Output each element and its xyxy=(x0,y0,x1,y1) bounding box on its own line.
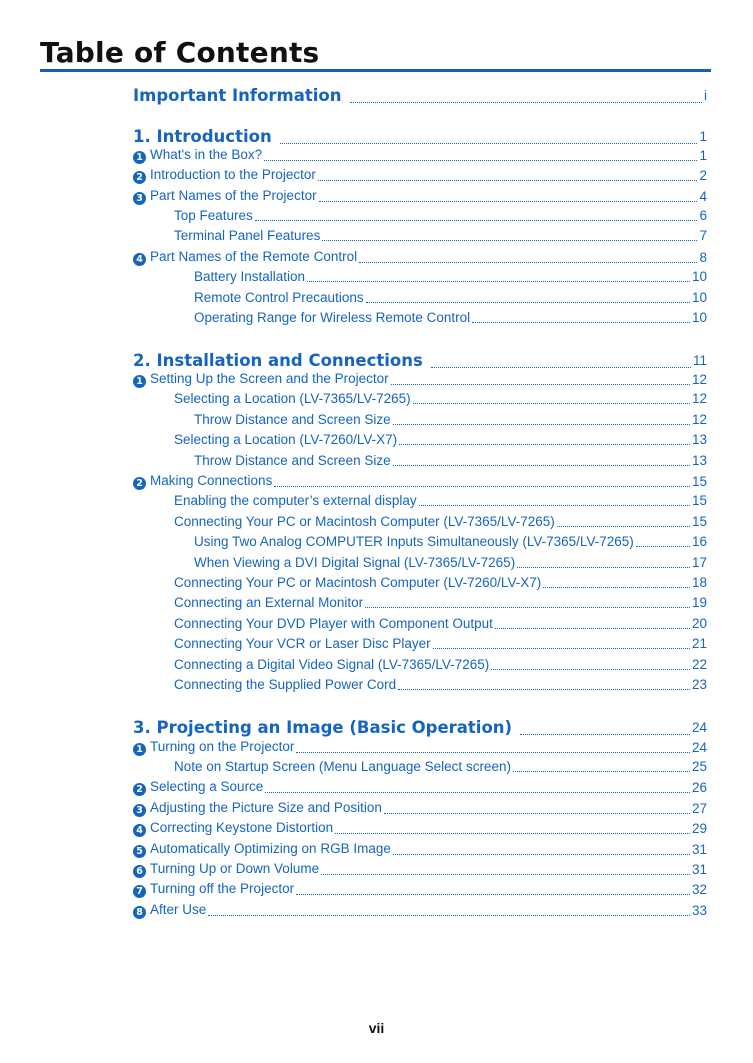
toc-entry-text: Connecting the Supplied Power Cord xyxy=(174,677,397,692)
toc-entry-label xyxy=(174,575,541,591)
section-number-badge: 7 xyxy=(133,885,146,898)
toc-page-number: 12 xyxy=(691,391,707,406)
toc-page-number: 27 xyxy=(691,801,707,816)
toc-entry-text: Enabling the computer’s external display xyxy=(174,493,417,508)
toc-entry-label xyxy=(174,432,397,448)
toc-entry-text: Connecting Your PC or Macintosh Computer (LV-7260/LV-X7) xyxy=(174,575,542,590)
toc-entry-label xyxy=(133,718,512,738)
dot-leader xyxy=(431,366,691,368)
toc-entry[interactable] xyxy=(174,595,707,611)
dot-leader xyxy=(413,402,690,404)
dot-leader xyxy=(307,280,690,282)
toc-entry[interactable] xyxy=(133,188,707,205)
dot-leader xyxy=(472,321,690,323)
dot-leader xyxy=(543,586,690,588)
section-number-badge: 2 xyxy=(133,783,146,796)
toc-entry[interactable] xyxy=(174,208,707,224)
toc-page-number: 24 xyxy=(691,740,707,755)
toc-entry-text: After Use xyxy=(150,902,207,917)
toc-page-number: 33 xyxy=(691,903,707,918)
toc-entry-label xyxy=(174,493,417,509)
toc-entry-text: Throw Distance and Screen Size xyxy=(194,453,391,468)
dot-leader xyxy=(433,647,690,649)
toc-entry[interactable] xyxy=(133,473,707,490)
toc-entry[interactable] xyxy=(194,453,707,469)
dot-leader xyxy=(513,770,690,772)
toc-page-number: 7 xyxy=(699,228,707,243)
toc-entry-label xyxy=(133,188,317,205)
dot-leader xyxy=(393,423,690,425)
section-number-badge: 8 xyxy=(133,906,146,919)
dot-leader xyxy=(265,791,690,793)
toc-entry-text: Selecting a Location (LV-7260/LV-X7) xyxy=(174,432,398,447)
toc-entry-label xyxy=(194,310,470,326)
toc-entry-text: Top Features xyxy=(174,208,253,223)
dot-leader xyxy=(495,627,690,629)
dot-leader xyxy=(517,566,690,568)
toc-entry[interactable] xyxy=(194,555,707,571)
toc-page-number: 26 xyxy=(691,780,707,795)
toc-entry[interactable] xyxy=(133,861,707,878)
toc-page-number: i xyxy=(704,88,707,103)
toc-entry-text: 3. Projecting an Image (Basic Operation) xyxy=(133,718,513,737)
toc-entry-label xyxy=(133,167,316,184)
toc-entry-label xyxy=(133,473,272,490)
toc-entry[interactable] xyxy=(194,412,707,428)
toc-entry-text: Connecting an External Monitor xyxy=(174,595,364,610)
toc-entry-text: Adjusting the Picture Size and Position xyxy=(150,800,382,815)
toc-entry-label xyxy=(194,290,364,306)
section-number-badge: 4 xyxy=(133,824,146,837)
toc-entry-label xyxy=(174,514,555,530)
toc-entry-label xyxy=(133,249,357,266)
toc-entry-text: Terminal Panel Features xyxy=(174,228,321,243)
toc-entry-text: Selecting a Source xyxy=(150,779,264,794)
toc-page-number: 10 xyxy=(691,269,707,284)
toc-entry-text: Battery Installation xyxy=(194,269,306,284)
toc-entry-label xyxy=(194,555,515,571)
section-number-badge: 5 xyxy=(133,845,146,858)
toc-entry-text: Operating Range for Wireless Remote Control xyxy=(194,310,471,325)
toc-page-number: 13 xyxy=(691,432,707,447)
toc-entry[interactable] xyxy=(133,249,707,266)
dot-leader xyxy=(419,504,690,506)
toc-page-number: 6 xyxy=(699,208,707,223)
toc-page-number: 11 xyxy=(692,353,707,368)
toc-entry-label xyxy=(174,636,431,652)
dot-leader xyxy=(365,606,690,608)
toc-entry-text: Turning off the Projector xyxy=(150,881,295,896)
toc-entry-label xyxy=(133,147,262,164)
page-title: Table of Contents xyxy=(40,36,320,69)
toc-page-number: 18 xyxy=(691,575,707,590)
toc-page-number: 17 xyxy=(691,555,707,570)
toc-entry[interactable] xyxy=(133,820,707,837)
toc-entry[interactable] xyxy=(174,616,707,632)
toc-entry-label xyxy=(133,86,342,106)
section-number-badge: 4 xyxy=(133,253,146,266)
dot-leader xyxy=(321,873,690,875)
toc-entry-label xyxy=(133,861,319,878)
dot-leader xyxy=(318,179,698,181)
toc-entry-label xyxy=(174,677,396,693)
toc-entry-label xyxy=(133,371,389,388)
toc-entry-label xyxy=(133,881,294,898)
toc-entry[interactable] xyxy=(133,841,707,858)
toc-entry[interactable] xyxy=(174,432,707,448)
toc-entry[interactable] xyxy=(133,881,707,898)
dot-leader xyxy=(274,485,690,487)
toc-entry-text: Connecting Your DVD Player with Component Output xyxy=(174,616,493,631)
dot-leader xyxy=(520,733,690,735)
toc-entry-label xyxy=(133,351,423,371)
toc-page-number: 4 xyxy=(699,189,707,204)
toc-entry[interactable] xyxy=(174,514,707,530)
toc-entry[interactable] xyxy=(194,534,707,550)
page-number: vii xyxy=(368,1020,385,1036)
section-number-badge: 1 xyxy=(133,743,146,756)
section-number-badge: 2 xyxy=(133,477,146,490)
dot-leader xyxy=(384,812,690,814)
dot-leader xyxy=(335,832,690,834)
toc-entry-label xyxy=(133,820,333,837)
toc-page-number: 10 xyxy=(691,310,707,325)
toc-page-number: 10 xyxy=(691,290,707,305)
section-number-badge: 3 xyxy=(133,804,146,817)
toc-entry-label xyxy=(174,759,511,775)
toc-entry-text: 1. Introduction xyxy=(133,127,272,146)
section-number-badge: 2 xyxy=(133,171,146,184)
toc-entry[interactable] xyxy=(174,228,707,244)
toc-entry-text: Note on Startup Screen (Menu Language Select screen) xyxy=(174,759,511,774)
toc-entry[interactable] xyxy=(133,371,707,388)
toc-page-number: 16 xyxy=(691,534,707,549)
dot-leader xyxy=(491,668,690,670)
toc-entry-text: Using Two Analog COMPUTER Inputs Simultaneously (LV-7365/LV-7265) xyxy=(194,534,634,549)
toc-page-number: 20 xyxy=(691,616,707,631)
section-number-badge: 3 xyxy=(133,192,146,205)
toc-page-number: 31 xyxy=(691,842,707,857)
toc-chapter-entry[interactable] xyxy=(133,86,707,106)
dot-leader xyxy=(366,301,690,303)
toc-entry-label xyxy=(194,453,391,469)
toc-entry-label xyxy=(194,534,634,550)
toc-entry-text: Remote Control Precautions xyxy=(194,290,364,305)
toc-entry-label xyxy=(133,841,391,858)
toc-page-number: 22 xyxy=(691,657,707,672)
toc-entry-label xyxy=(174,228,320,244)
toc-entry-text: Important Information xyxy=(133,86,342,105)
dot-leader xyxy=(393,853,690,855)
toc-entry[interactable] xyxy=(174,677,707,693)
toc-entry[interactable] xyxy=(133,739,707,756)
toc-page-number: 32 xyxy=(691,882,707,897)
dot-leader xyxy=(255,219,698,221)
toc-page-number: 12 xyxy=(691,372,707,387)
dot-leader xyxy=(322,239,697,241)
toc-page-number: 25 xyxy=(691,759,707,774)
toc-entry-label xyxy=(174,391,411,407)
toc-page-number: 31 xyxy=(691,862,707,877)
toc-page-number: 24 xyxy=(691,720,707,735)
toc-entry-text: Part Names of the Remote Control xyxy=(150,249,358,264)
toc-page-number: 1 xyxy=(699,148,707,163)
toc-page-number: 15 xyxy=(691,493,707,508)
dot-leader xyxy=(280,142,698,144)
dot-leader xyxy=(398,688,690,690)
toc-entry[interactable] xyxy=(194,290,707,306)
toc-entry-text: Correcting Keystone Distortion xyxy=(150,820,334,835)
toc-page-number: 15 xyxy=(691,474,707,489)
toc-entry-text: 2. Installation and Connections xyxy=(133,351,423,370)
toc-entry-text: Connecting a Digital Video Signal (LV-7365/LV-7265) xyxy=(174,657,490,672)
toc-entry[interactable] xyxy=(133,779,707,796)
section-number-badge: 1 xyxy=(133,151,146,164)
toc-entry-text: Throw Distance and Screen Size xyxy=(194,412,391,427)
toc-page-number: 13 xyxy=(691,453,707,468)
toc-entry[interactable] xyxy=(174,493,707,509)
dot-leader xyxy=(264,159,697,161)
dot-leader xyxy=(319,200,698,202)
toc-entry-label xyxy=(174,595,363,611)
toc-entry[interactable] xyxy=(194,310,707,326)
toc-entry-label xyxy=(133,127,272,147)
toc-entry-text: Making Connections xyxy=(150,473,273,488)
toc-entry-label xyxy=(133,800,382,817)
toc-entry-text: Connecting Your VCR or Laser Disc Player xyxy=(174,636,431,651)
toc-entry-text: What's in the Box? xyxy=(150,147,263,162)
dot-leader xyxy=(359,261,697,263)
toc-chapter-entry[interactable] xyxy=(133,718,707,738)
toc-entry-label xyxy=(133,739,294,756)
toc-page-number: 8 xyxy=(699,250,707,265)
toc-page-number: 23 xyxy=(691,677,707,692)
toc-entry[interactable] xyxy=(174,657,707,673)
toc-entry-text: Automatically Optimizing on RGB Image xyxy=(150,841,391,856)
toc-entry[interactable] xyxy=(174,636,707,652)
toc-page-number: 15 xyxy=(691,514,707,529)
dot-leader xyxy=(636,545,690,547)
dot-leader xyxy=(350,101,702,103)
toc-page-number: 29 xyxy=(691,821,707,836)
toc-entry[interactable] xyxy=(174,391,707,407)
toc-entry-text: Connecting Your PC or Macintosh Computer (LV-7365/LV-7265) xyxy=(174,514,555,529)
dot-leader xyxy=(391,383,690,385)
toc-chapter-entry[interactable] xyxy=(133,127,707,147)
toc-entry-label xyxy=(194,412,391,428)
toc-entry-text: Part Names of the Projector xyxy=(150,188,317,203)
toc-entry-label xyxy=(194,269,305,285)
toc-entry-label xyxy=(174,208,253,224)
toc-entry[interactable] xyxy=(133,167,707,184)
toc-page-number: 1 xyxy=(699,129,707,144)
dot-leader xyxy=(399,443,690,445)
dot-leader xyxy=(557,525,690,527)
toc-entry-text: Selecting a Location (LV-7365/LV-7265) xyxy=(174,391,411,406)
toc-entry-text: When Viewing a DVI Digital Signal (LV-7365/LV-7265) xyxy=(194,555,516,570)
toc-entry[interactable] xyxy=(133,800,707,817)
toc-entry-label xyxy=(174,657,489,673)
dot-leader xyxy=(296,893,690,895)
toc-entry-text: Turning Up or Down Volume xyxy=(150,861,320,876)
section-number-badge: 6 xyxy=(133,865,146,878)
dot-leader xyxy=(393,464,690,466)
toc-page-number: 19 xyxy=(691,595,707,610)
toc-entry[interactable] xyxy=(174,575,707,591)
dot-leader xyxy=(208,914,690,916)
toc-entry-label xyxy=(133,779,263,796)
toc-page-number: 12 xyxy=(691,412,707,427)
section-number-badge: 1 xyxy=(133,375,146,388)
toc-entry-label xyxy=(174,616,493,632)
toc-entry-text: Introduction to the Projector xyxy=(150,167,316,182)
toc-page-number: 2 xyxy=(699,168,707,183)
toc-entry-text: Turning on the Projector xyxy=(150,739,295,754)
toc-page-number: 21 xyxy=(691,636,707,651)
dot-leader xyxy=(296,751,690,753)
toc-entry[interactable] xyxy=(174,759,707,775)
toc-chapter-entry[interactable] xyxy=(133,351,707,371)
toc-entry[interactable] xyxy=(133,902,707,919)
toc-entry[interactable] xyxy=(194,269,707,285)
toc-entry-label xyxy=(133,902,206,919)
toc-entry[interactable] xyxy=(133,147,707,164)
toc-entry-text: Setting Up the Screen and the Projector xyxy=(150,371,389,386)
